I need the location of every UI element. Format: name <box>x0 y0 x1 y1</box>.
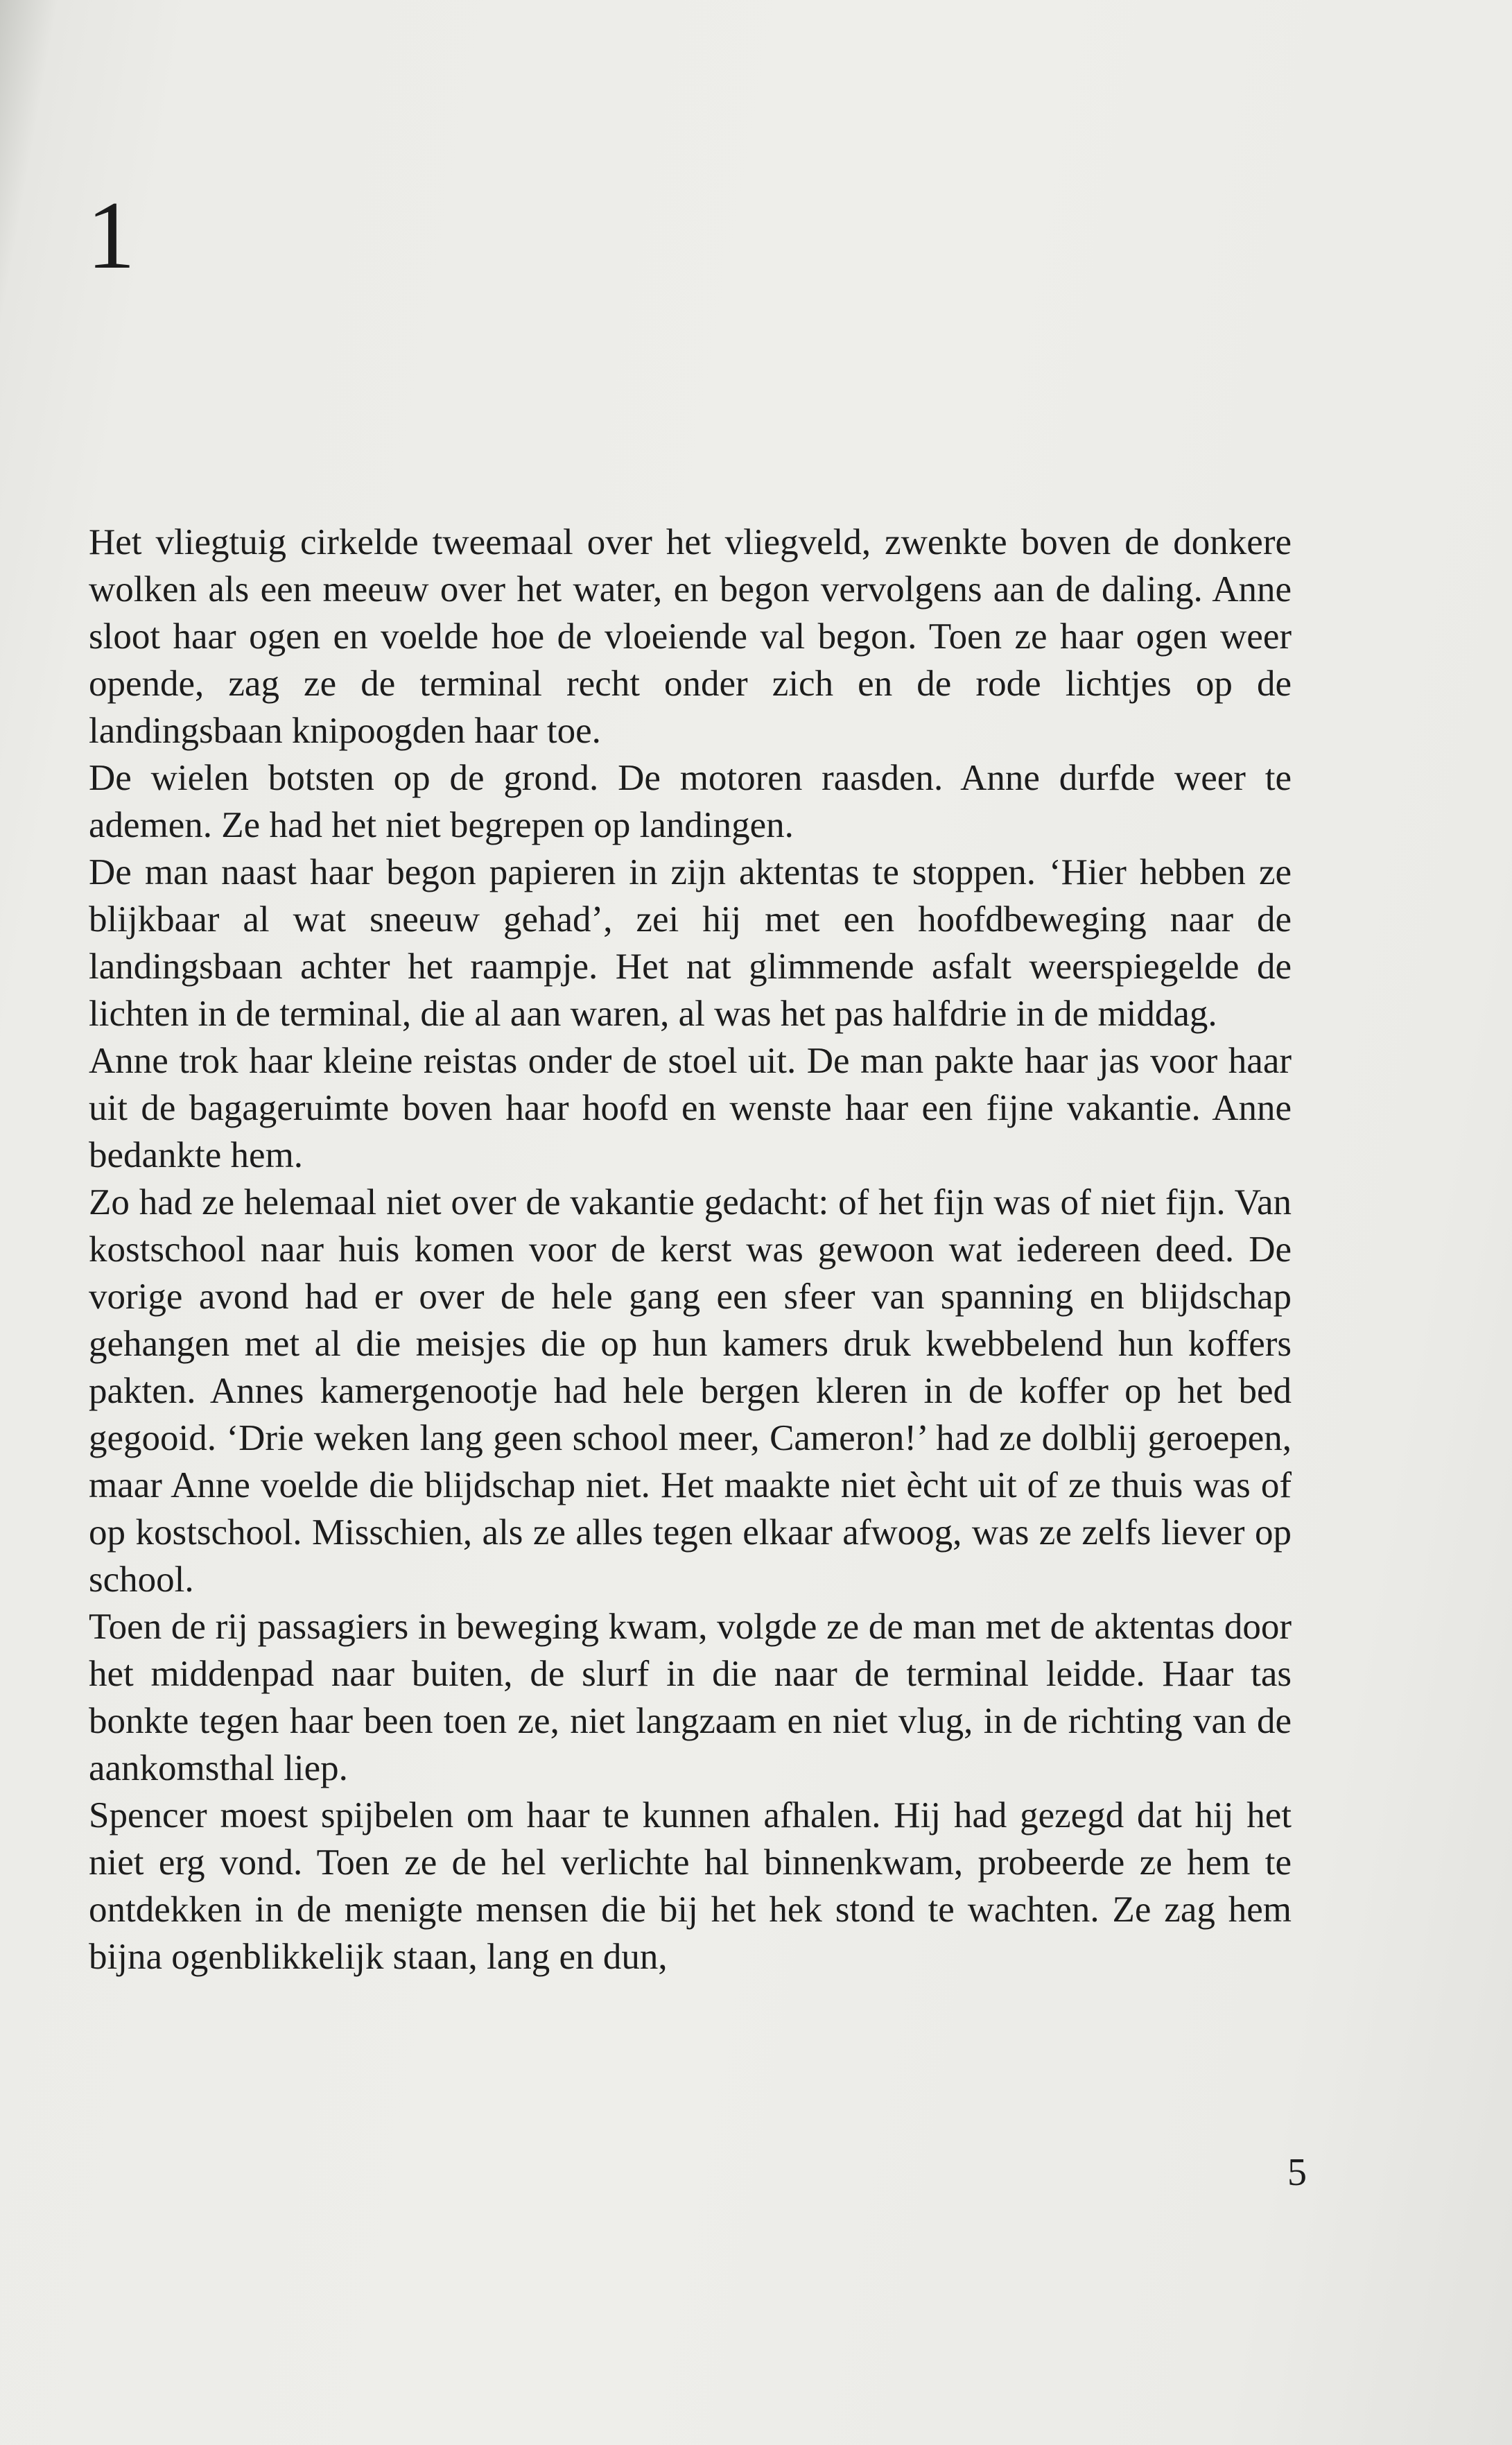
paragraph: Zo had ze helemaal niet over de vakantie gedacht: of het fijn was of niet fijn. Van kostschool naar huis komen voor de kerst was gewoon wat iedereen deed. De vorige avond had er over de hele gang een sfeer van spanning en blijdschap gehangen met al die meisjes die op hun kamers druk kwebbelend hun koffers pakten. Annes kamergenootje had hele bergen kleren in de koffer op het bed gegooid. ‘Drie weken lang geen school meer, Cameron!’ had ze dolblij geroepen, maar Anne voelde die blijdschap niet. Het maakte niet ècht uit of ze thuis was of op kostschool. Misschien, als ze alles tegen elkaar afwoog, was ze zelfs liever op school. <box>89 1182 1292 1600</box>
paragraph: Toen de rij passagiers in beweging kwam, volgde ze de man met de aktentas door het middenpad naar buiten, de slurf in die naar de terminal leidde. Haar tas bonkte tegen haar been toen ze, niet langzaam en niet vlug, in de richting van de aankomsthal liep. <box>89 1607 1292 1788</box>
paragraph: Anne trok haar kleine reistas onder de stoel uit. De man pakte haar jas voor haar uit de bagageruimte boven haar hoofd en wenste haar een fijne vakantie. Anne bedankte hem. <box>89 1041 1292 1175</box>
chapter-number: 1 <box>87 182 135 289</box>
page-number: 5 <box>1287 2151 1307 2194</box>
chapter-body <box>89 519 1292 1980</box>
paragraph: De man naast haar begon papieren in zijn aktentas te stoppen. ‘Hier hebben ze blijkbaar al wat sneeuw gehad’, zei hij met een hoofdbeweging naar de landingsbaan achter het raampje. Het nat glimmende asfalt weerspiegelde de lichten in de terminal, die al aan waren, al was het pas halfdrie in de middag. <box>89 852 1292 1034</box>
paragraph: De wielen botsten op de grond. De motoren raasden. Anne durfde weer te ademen. Ze had het niet begrepen op landingen. <box>89 758 1292 845</box>
paragraph: Het vliegtuig cirkelde tweemaal over het vliegveld, zwenkte boven de donkere wolken als een meeuw over het water, en begon vervolgens aan de daling. Anne sloot haar ogen en voelde hoe de vloeiende val begon. Toen ze haar ogen weer opende, zag ze de terminal recht onder zich en de rode lichtjes op de landingsbaan knipoogden haar toe. <box>89 522 1292 751</box>
paragraph: Spencer moest spijbelen om haar te kunnen afhalen. Hij had gezegd dat hij het niet erg vond. Toen ze de hel verlichte hal binnenkwam, probeerde ze hem te ontdekken in de menigte mensen die bij het hek stond te wachten. Ze zag hem bijna ogenblikkelijk staan, lang en dun, <box>89 1795 1292 1977</box>
